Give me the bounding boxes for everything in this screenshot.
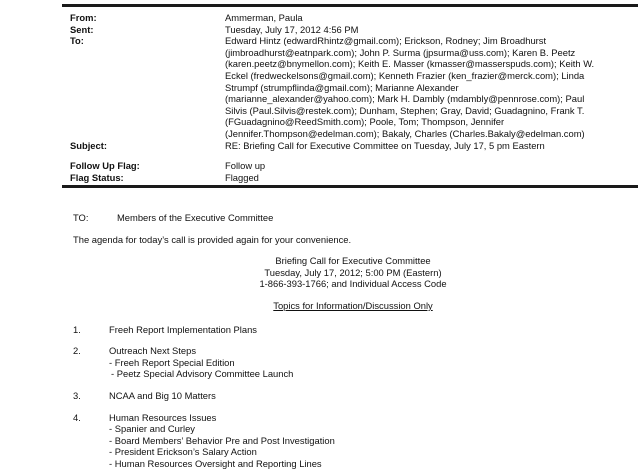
- agenda-subitem: - Freeh Report Special Edition: [109, 356, 235, 368]
- call-phone: 1-866-393-1766; and Individual Access Code: [259, 278, 447, 290]
- email-body: [73, 212, 633, 470]
- sent-value: Tuesday, July 17, 2012 4:56 PM: [225, 23, 359, 35]
- recipient-line: (FGuadagnino@ReedSmith.com); Poole, Tom; Thompson, Jennifer: [225, 116, 505, 128]
- agenda-item-title: Outreach Next Steps: [109, 345, 197, 357]
- from-value: Ammerman, Paula: [225, 12, 303, 23]
- memo-to-label: TO:: [73, 212, 89, 223]
- flag-status-value: Flagged: [225, 171, 259, 183]
- to-recipients: [225, 35, 636, 139]
- agenda-subitem: - Human Resources Oversight and Reporting Lines: [109, 457, 322, 469]
- sent-row: [70, 24, 636, 36]
- follow-up-flag-label: Follow Up Flag:: [70, 160, 140, 172]
- agenda-item-number: 1.: [73, 323, 81, 335]
- agenda-item-1: [73, 324, 633, 336]
- recipient-line: (karen.peetz@bnymellon.com); Keith E. Masser (kmasser@masserspuds.com); Keith W.: [225, 58, 595, 70]
- agenda-item-number: 4.: [73, 411, 81, 423]
- subject-row: [70, 140, 636, 152]
- agenda-subitem: - Peetz Special Advisory Committee Launch: [111, 368, 294, 380]
- from-label: From:: [70, 12, 97, 23]
- to-label: To:: [70, 35, 84, 47]
- sent-label: Sent:: [70, 23, 94, 35]
- call-title: Briefing Call for Executive Committee: [275, 255, 431, 267]
- memo-to-value: Members of the Executive Committee: [117, 212, 274, 223]
- recipient-line: (Jennifer.Thompson@edelman.com); Bakaly, Charles (Charles.Bakaly@edelman.com): [225, 127, 585, 139]
- recipient-line: Edward Hintz (edwardRhintz@gmail.com); Erickson, Rodney; Jim Broadhurst: [225, 35, 547, 47]
- intro-text: The agenda for today’s call is provided again for your convenience.: [73, 233, 352, 245]
- agenda-item-4: [73, 412, 633, 424]
- agenda-item-title: NCAA and Big 10 Matters: [109, 389, 216, 401]
- follow-up-flag-row: [70, 160, 636, 172]
- agenda-item-title: Human Resources Issues: [109, 411, 217, 423]
- agenda-item-title: Freeh Report Implementation Plans: [109, 323, 257, 335]
- flag-status-label: Flag Status:: [70, 171, 124, 183]
- agenda-item-2: [73, 345, 633, 357]
- agenda-item-3: [73, 390, 633, 402]
- recipient-line: Silvis (Paul.Silvis@restek.com); Dunham, Stephen; Gray, David; Guadagnino, Frank T.: [225, 104, 585, 116]
- agenda-item-number: 2.: [73, 345, 81, 357]
- subject-value: RE: Briefing Call for Executive Committee on Tuesday, July 17, 5 pm Eastern: [225, 139, 545, 151]
- from-row: [70, 12, 636, 24]
- agenda-item-number: 3.: [73, 389, 81, 401]
- recipient-line: Eckel (fredweckelsons@gmail.com); Kenneth Frazier (ken_frazier@merck.com); Linda: [225, 69, 585, 81]
- subject-label: Subject:: [70, 139, 107, 151]
- header-top-rule: [62, 4, 638, 7]
- topics-heading: Topics for Information/Discussion Only: [273, 299, 433, 311]
- flag-status-row: [70, 172, 636, 184]
- to-row: [70, 35, 636, 139]
- memo-to-row: [73, 212, 633, 224]
- recipient-line: Strumpf (strumpflinda@gmail.com); Marianne Alexander: [225, 81, 459, 93]
- agenda-subitem: - Board Members’ Behavior Pre and Post Investigation: [109, 434, 335, 446]
- agenda-subitem: - President Erickson’s Salary Action: [109, 446, 257, 458]
- email-header: [70, 12, 636, 183]
- recipient-line: (marianne_alexander@yahoo.com); Mark H. Dambly (mdambly@pennrose.com); Paul: [225, 93, 585, 105]
- follow-up-flag-value: Follow up: [225, 160, 266, 172]
- recipient-line: (jimbroadhurst@eatnpark.com); John P. Surma (jpsurma@uss.com); Karen B. Peetz: [225, 46, 576, 58]
- call-time: Tuesday, July 17, 2012; 5:00 PM (Eastern): [264, 266, 442, 278]
- agenda-subitem: - Spanier and Curley: [109, 423, 195, 435]
- header-bottom-rule: [62, 185, 638, 188]
